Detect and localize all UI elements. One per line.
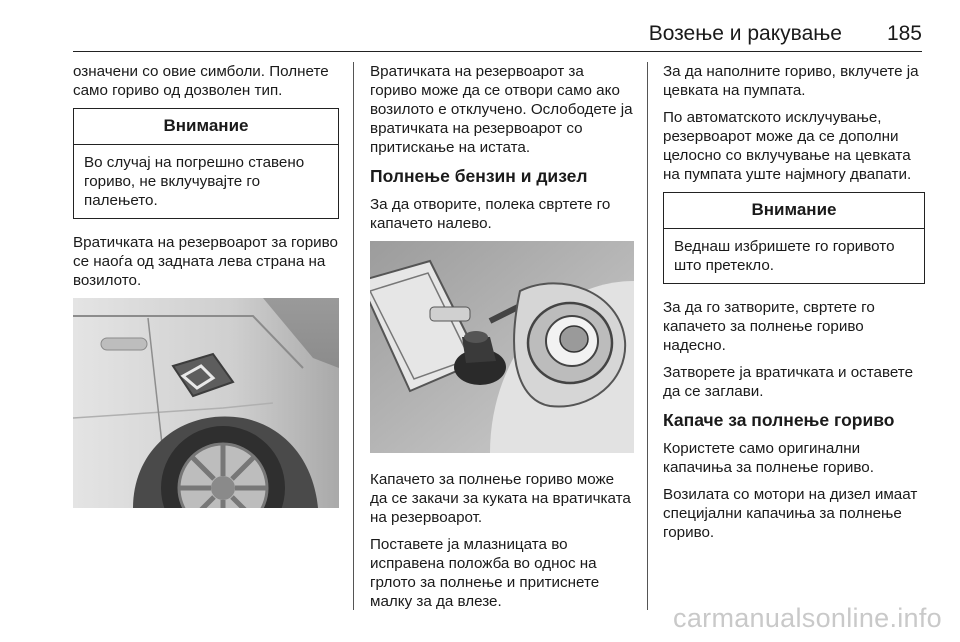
paragraph: Користете само оригинални капачиња за полнење гориво. [663, 440, 874, 476]
column-divider-2 [647, 62, 648, 610]
paragraph: За да го затворите, свртете го капачето за полнење гориво надесно. [663, 299, 875, 354]
paragraph: Возилата со мотори на дизел имаат специјални капачиња за полнење гориво. [663, 486, 918, 541]
paragraph: За да наполните гориво, вклучете ја цевката на пумпата. [663, 63, 919, 99]
paragraph: Вратичката на резервоарот за гориво се наоѓа од задната лева страна на возилото. [73, 234, 338, 289]
notice-title: Внимание [664, 193, 924, 229]
paragraph: Поставете ја млазницата во исправена положба во однос на грлото за полнење и притиснете малку за да влезе. [370, 536, 600, 610]
paragraph: За да отворите, полека свртете го капачето налево. [370, 196, 611, 232]
fuel-cap-illustration [370, 241, 634, 458]
paragraph: означени со овие симболи. Полнете само гориво од дозволен тип. [73, 63, 329, 99]
section-heading: Полнење бензин и дизел [370, 166, 588, 186]
column-2 [370, 62, 634, 619]
notice-box [73, 108, 339, 219]
fuel-cap-image [370, 241, 634, 453]
header-divider [73, 51, 922, 52]
paragraph: Капачето за полнење гориво може да се закачи за куката на вратичката на резервоарот. [370, 471, 631, 526]
notice-box [663, 192, 925, 284]
section-title: Возење и ракување [648, 22, 842, 45]
notice-body: Во случај на погрешно ставено гориво, не вклучувајте го палењето. [84, 154, 305, 209]
notice-body: Веднаш избришете го горивото што претекло. [674, 238, 895, 274]
car-rear-side-image [73, 298, 339, 508]
paragraph: По автоматското исклучување, резервоарот може да се дополни целосно со вклучување на цевката на пумпата уште најмногу двапати. [663, 109, 912, 183]
section-heading: Капаче за полнење гориво [663, 410, 895, 430]
column-1 [73, 62, 339, 525]
page-number: 185 [886, 22, 922, 45]
paragraph: Вратичката на резервоарот за гориво може да се отвори само ако возилото е отклучено. Ослободете ја вратичката на резервоарот со притискање на истата. [370, 63, 633, 156]
car-fuel-door-illustration [73, 298, 339, 513]
column-3 [663, 62, 925, 550]
paragraph: Затворете ја вратичката и оставете да се заглави. [663, 364, 914, 400]
watermark: carmanualsonline.info [673, 603, 942, 633]
column-divider-1 [353, 62, 354, 610]
page-header [0, 0, 960, 52]
notice-title: Внимание [74, 109, 338, 145]
